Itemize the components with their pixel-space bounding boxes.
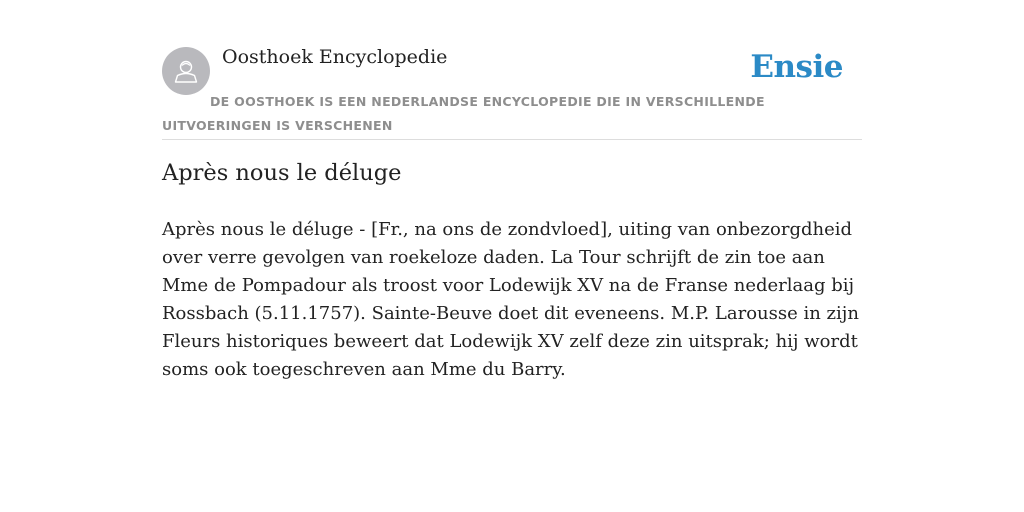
article-title: Après nous le déluge bbox=[162, 160, 402, 186]
source-title[interactable]: Oosthoek Encyclopedie bbox=[222, 46, 448, 68]
user-icon bbox=[171, 56, 201, 86]
source-avatar[interactable] bbox=[162, 47, 210, 95]
source-description: DE OOSTHOEK IS EEN NEDERLANDSE ENCYCLOPEDIE DIE IN VERSCHILLENDE UITVOERINGEN IS VERSCHENEN bbox=[162, 94, 765, 133]
source-header bbox=[162, 40, 862, 140]
ensie-logo[interactable]: Ensie bbox=[750, 49, 843, 85]
article-body: Après nous le déluge - [Fr., na ons de zondvloed], uiting van onbezorgdheid over verre gevolgen van roekeloze daden. La Tour schrijft de zin toe aan Mme de Pompadour als troost voor Lodewijk XV na de Franse nederlaag bij Rossbach (5.11.1757). Sainte-Beuve doet dit eveneens. M.P. Larousse in zijn Fleurs historiques beweert dat Lodewijk XV zelf deze zin uitsprak; hij wordt soms ook toegeschreven aan Mme du Barry. bbox=[162, 219, 859, 380]
